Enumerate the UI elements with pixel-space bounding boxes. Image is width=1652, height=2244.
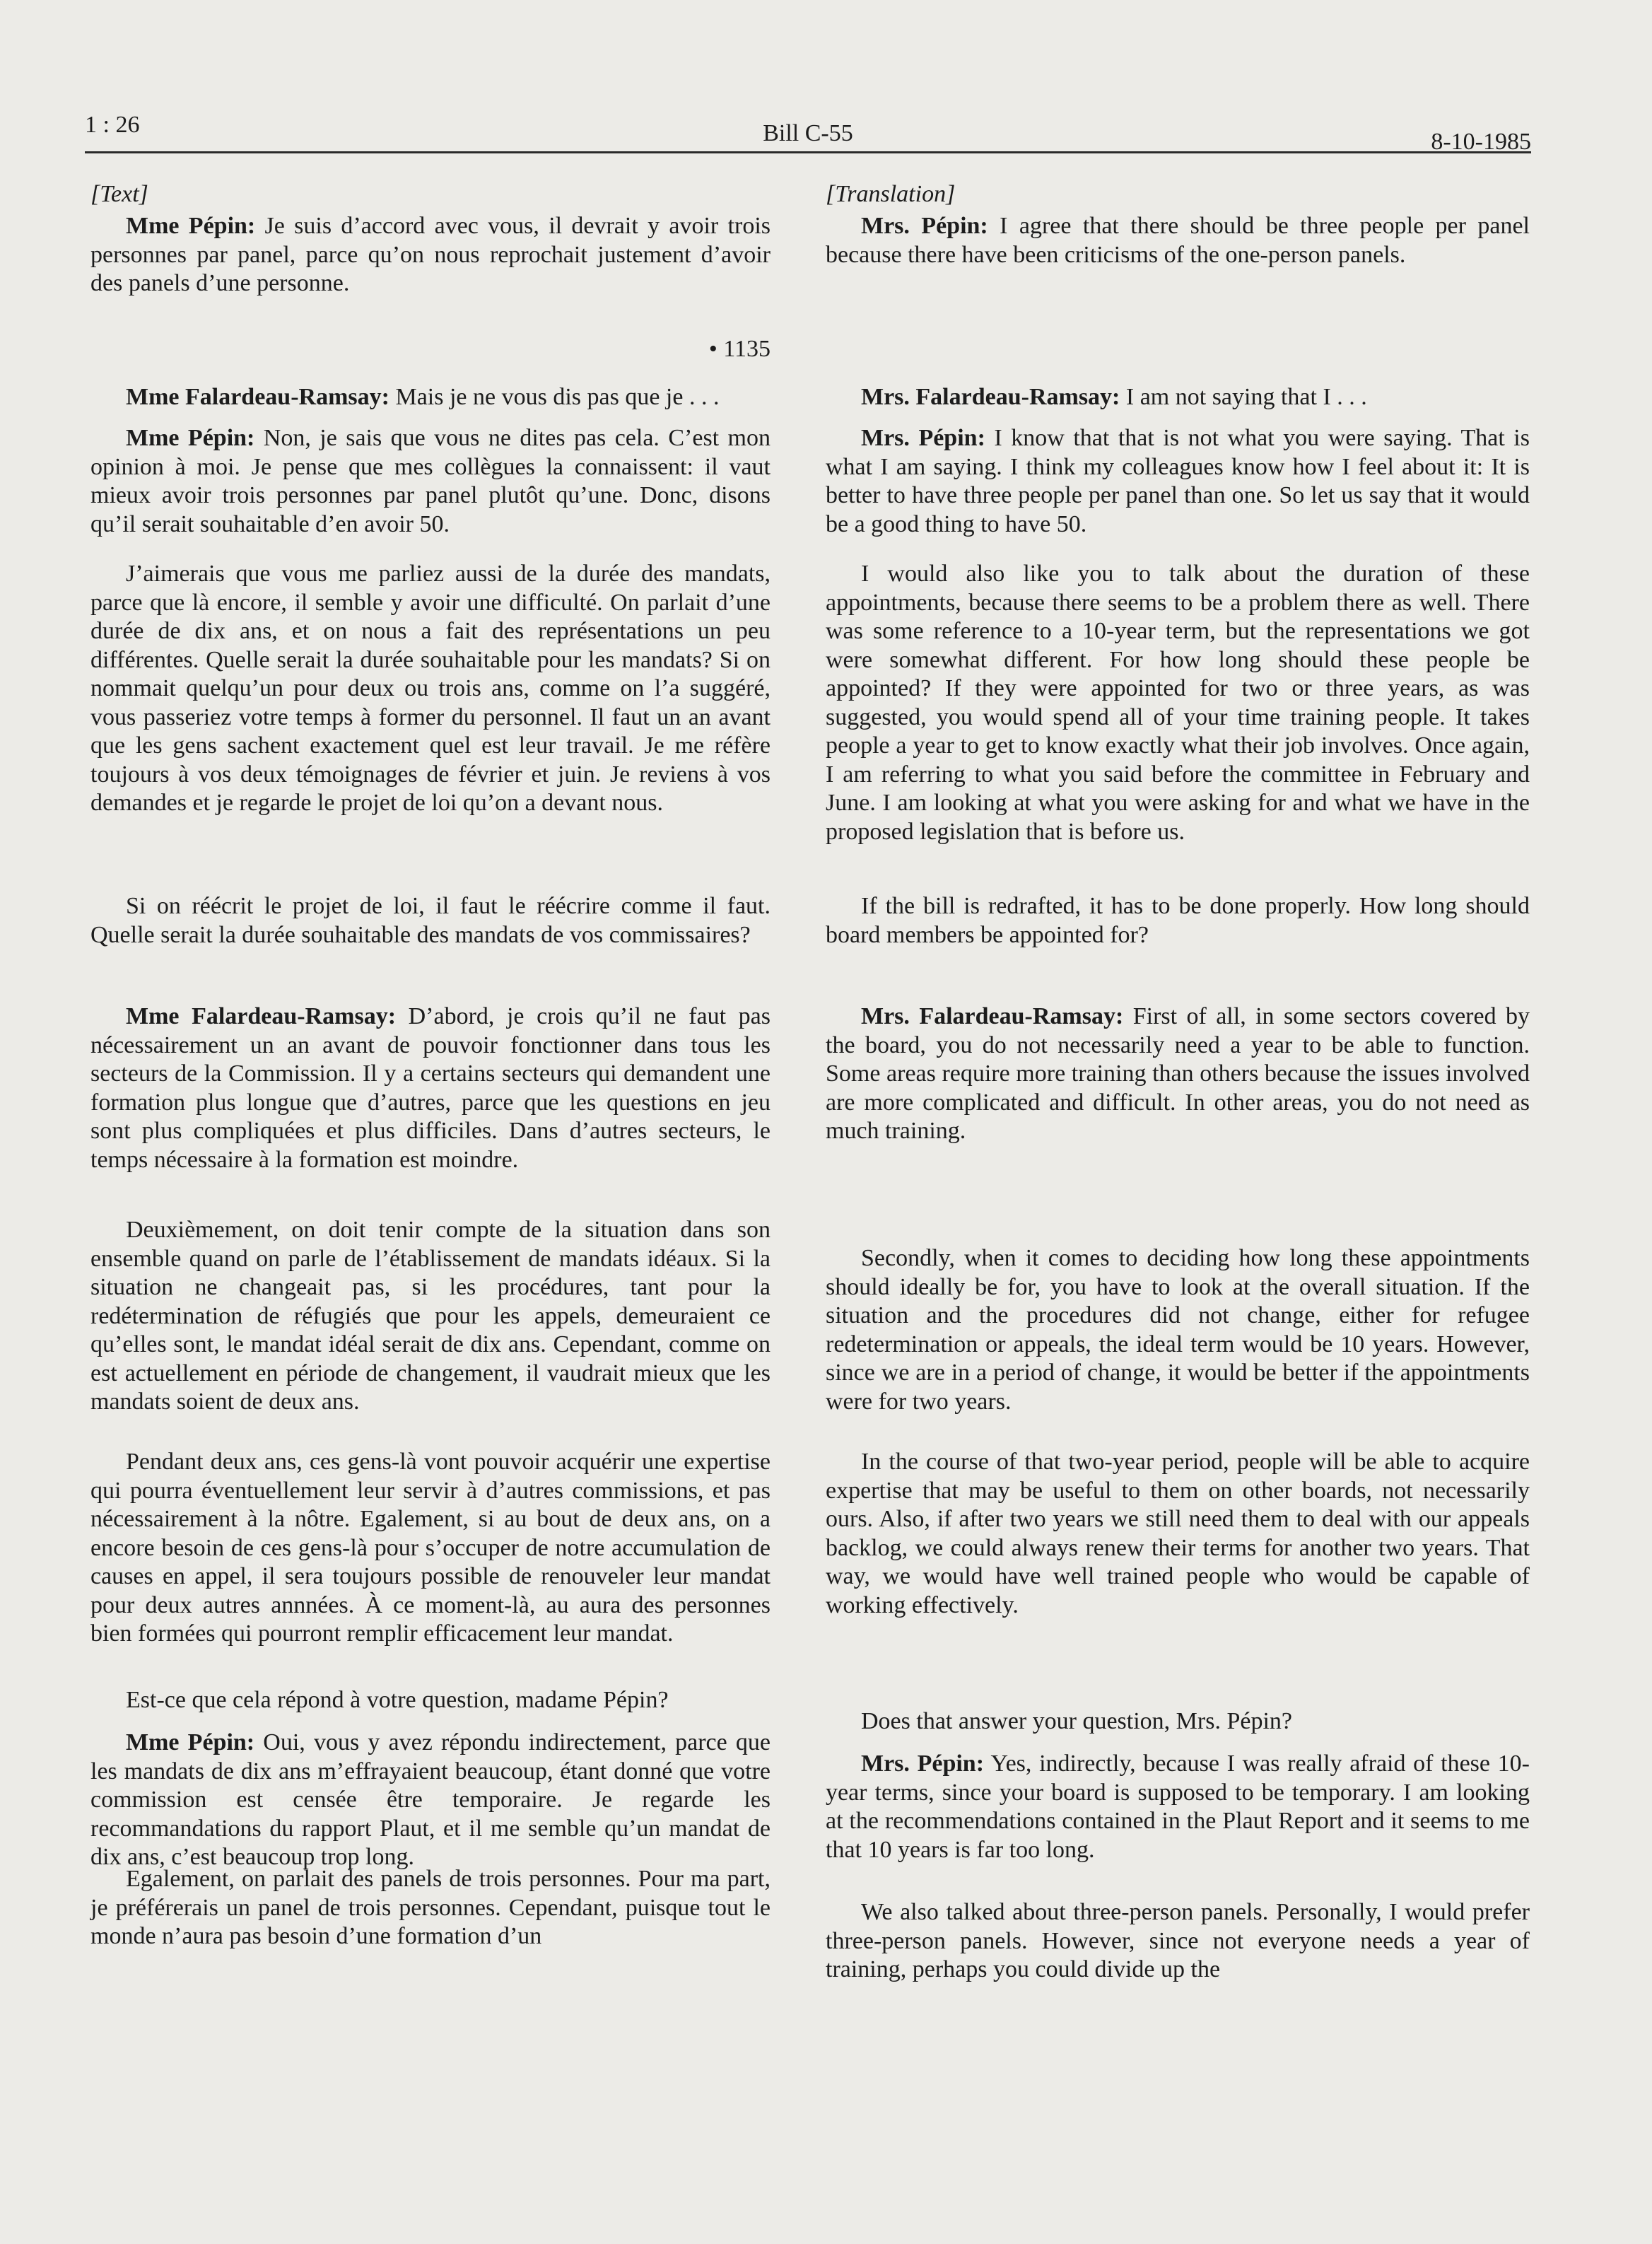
paragraph-text: Non, je sais que vous ne dites pas cela. C’est mon opinion à moi. Je pense que mes collègues la connaissent: il vaut mieux avoir trois personnes par panel plutôt qu’une. Donc, disons qu’il serait souhaitable d’en avoir 50. <box>90 425 771 537</box>
translation-tag: [Translation] <box>826 181 956 207</box>
paragraph <box>90 1003 771 1174</box>
paragraph <box>826 1244 1530 1416</box>
speaker-name: Mrs. Falardeau-Ramsay: <box>861 384 1120 410</box>
paragraph-text: I would also like you to talk about the duration of these appointments, because there seems to be a problem there as well. There was some reference to a 10-year term, but the representations we got were somewhat different. For how long should these people be appointed? If they were appointed for two or three years, as was suggested, you would spend all of your time training people. It takes people a year to get to know exactly what their job involves. Once again, I am referring to what you said before the committee in February and June. I am looking at what you were asking for and what we have in the proposed legislation that is before us. <box>826 561 1530 845</box>
paragraph <box>90 892 771 949</box>
paragraph-text: Egalement, on parlait des panels de trois personnes. Pour ma part, je préférerais un panel de trois personnes. Cependant, puisque tout le monde n’aura pas besoin d’une formation d’un <box>90 1866 771 1949</box>
speaker-name: Mme Pépin: <box>126 1729 255 1755</box>
paragraph-text: We also talked about three-person panels. Personally, I would prefer three-person panels. However, since not everyone needs a year of training, perhaps you could divide up the <box>826 1899 1530 1982</box>
paragraph <box>826 560 1530 846</box>
paragraph <box>826 1448 1530 1620</box>
paragraph-text: Est-ce que cela répond à votre question, madame Pépin? <box>126 1687 669 1713</box>
speaker-name: Mrs. Pépin: <box>861 1751 985 1777</box>
paragraph <box>90 1865 771 1951</box>
paragraph-text: First of all, in some sectors covered by the board, you do not necessarily need a year to be able to function. Some areas require more training than others because the issues involved are more complicated and difficult. In other areas, you do not need as much training. <box>826 1003 1530 1144</box>
paragraph-text: Secondly, when it comes to deciding how long these appointments should ideally be for, you have to look at the overall situation. If the situation and the procedures did not change, either for refugee redetermination or appeals, the ideal term would be 10 years. However, since we are in a period of change, it would be better if the appointments were for two years. <box>826 1245 1530 1415</box>
paragraph-text: Yes, indirectly, because I was really afraid of these 10-year terms, since your board is supposed to be temporary. I am looking at the recommendations contained in the Plaut Report and it seems to me that 10 years is far too long. <box>826 1751 1530 1863</box>
paragraph <box>90 383 771 412</box>
paragraph-text: D’abord, je crois qu’il ne faut pas nécessairement un an avant de pouvoir fonctionner dans tous les secteurs de la Commission. Il y a certains secteurs qui demandent une formation plus longue que d’autres, parce que les questions en jeu sont plus compliquées et plus difficiles. Dans d’autres secteurs, le temps nécessaire à la formation est moindre. <box>90 1003 771 1173</box>
paragraph <box>826 1898 1530 1985</box>
time-stamp: • 1135 <box>708 336 771 362</box>
paragraph-text: Does that answer your question, Mrs. Pépin? <box>861 1708 1293 1734</box>
paragraph <box>826 212 1530 269</box>
page-number: 1 : 26 <box>85 112 140 138</box>
paragraph-text: Mais je ne vous dis pas que je . . . <box>389 384 720 410</box>
paragraph <box>826 1750 1530 1864</box>
paragraph-text: In the course of that two-year period, people will be able to acquire expertise that may be useful to them on other boards, not necessarily ours. Also, if after two years we still need them to deal with our appeals backlog, we could always renew their terms for another two years. That way, we would have well trained people who would be capable of working effectively. <box>826 1449 1530 1618</box>
paragraph-text: Oui, vous y avez répondu indirectement, parce que les mandats de dix ans m’effrayaient beaucoup, étant donné que votre commission est censée être temporaire. Je regarde les recommandations du rapport Plaut, et il me semble qu’un mandat de dix ans, c’est beaucoup trop long. <box>90 1729 771 1870</box>
paragraph <box>826 424 1530 539</box>
paragraph <box>90 424 771 539</box>
paragraph <box>90 560 771 818</box>
paragraph-text: J’aimerais que vous me parliez aussi de la durée des mandats, parce que là encore, il semble y avoir une difficulté. On parlait d’une durée de dix ans, et on nous a fait des représentations un peu différentes. Quelle serait la durée souhaitable pour les mandats? Si on nommait quelqu’un pour deux ou trois ans, comme on l’a suggéré, vous passeriez votre temps à former du personnel. Il faut un an avant que les gens sachent exactement quel est leur travail. Je me réfère toujours à vos deux témoignages de février et juin. Je reviens à vos demandes et je regarde le projet de loi qu’on a devant nous. <box>90 561 771 816</box>
speaker-name: Mme Falardeau-Ramsay: <box>126 384 389 410</box>
speaker-name: Mme Pépin: <box>126 213 256 239</box>
paragraph-text: I am not saying that I . . . <box>1120 384 1367 410</box>
speaker-name: Mme Pépin: <box>126 425 255 451</box>
paragraph-text: I know that that is not what you were saying. That is what I am saying. I think my colleagues know how I feel about it: It is better to have three people per panel than one. So let us say that it would be a good thing to have 50. <box>826 425 1530 537</box>
paragraph <box>826 892 1530 949</box>
speaker-name: Mme Falardeau-Ramsay: <box>126 1003 397 1029</box>
paragraph-text: If the bill is redrafted, it has to be done properly. How long should board members be appointed for? <box>826 893 1530 948</box>
speaker-name: Mrs. Pépin: <box>861 213 988 239</box>
bill-title: Bill C-55 <box>763 120 853 146</box>
paragraph <box>826 383 1530 412</box>
paragraph <box>90 1216 771 1417</box>
speaker-name: Mrs. Pépin: <box>861 425 985 451</box>
paragraph <box>826 1003 1530 1146</box>
paragraph-text: I agree that there should be three people per panel because there have been criticisms of the one-person panels. <box>826 213 1530 268</box>
paragraph-text: Deuxièmement, on doit tenir compte de la situation dans son ensemble quand on parle de l’établissement de mandats idéaux. Si la situation ne changeait pas, si les procédures, tant pour la redétermination de réfugiés que pour les appels, demeuraient ce qu’elles sont, le mandat idéal serait de dix ans. Cependant, comme on est actuellement en période de changement, il vaudrait mieux que les mandats soient de deux ans. <box>90 1217 771 1415</box>
paragraph <box>90 1448 771 1649</box>
paragraph-text: Je suis d’accord avec vous, il devrait y avoir trois personnes par panel, parce qu’on nous reprochait justement d’avoir des panels d’une personne. <box>90 213 771 296</box>
paragraph <box>90 212 771 298</box>
paragraph <box>826 1707 1530 1736</box>
speaker-name: Mrs. Falardeau-Ramsay: <box>861 1003 1124 1029</box>
paragraph-text: Pendant deux ans, ces gens-là vont pouvoir acquérir une expertise qui pourra éventuellement leur servir à d’autres commissions, et pas nécessairement à la nôtre. Egalement, si au bout de deux ans, on a encore besoin de ces gens-là pour s’occuper de notre accumulation de causes en appel, il sera toujours possible de renouveler leur mandat pour deux autres annnées. À ce moment-là, au aura des personnes bien formées qui pourront remplir efficacement leur mandat. <box>90 1449 771 1647</box>
text-tag: [Text] <box>90 181 148 207</box>
page-header <box>85 106 1531 153</box>
paragraph-text: Si on réécrit le projet de loi, il faut le réécrire comme il faut. Quelle serait la durée souhaitable des mandats de vos commissaires? <box>90 893 771 948</box>
paragraph <box>90 1686 771 1715</box>
paragraph <box>90 1729 771 1872</box>
header-date: 8-10-1985 <box>1431 129 1531 155</box>
